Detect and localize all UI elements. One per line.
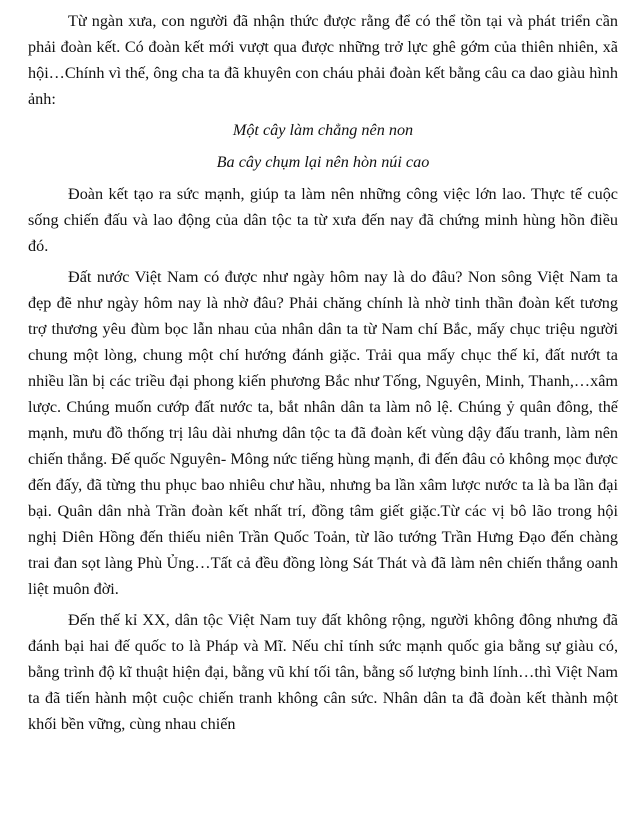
folk-verse bbox=[28, 117, 618, 175]
paragraph-strength: Đoàn kết tạo ra sức mạnh, giúp ta làm nên những công việc lớn lao. Thực tế cuộc sống chiến đấu và lao động của dân tộc ta từ xưa đến nay đã chứng minh hùng hồn điều đó. bbox=[28, 185, 618, 255]
paragraph-intro: Từ ngàn xưa, con người đã nhận thức được rằng để có thể tồn tại và phát triển cần phải đoàn kết. Có đoàn kết mới vượt qua được những trở lực ghê gớm của thiên nhiên, xã hội…Chính vì thế, ông cha ta đã khuyên con cháu phải đoàn kết bằng câu ca dao giàu hình ảnh: bbox=[28, 12, 618, 108]
paragraph-twentieth-century: Đến thế kỉ XX, dân tộc Việt Nam tuy đất không rộng, người không đông nhưng đã đánh bại hai đế quốc to là Pháp và Mĩ. Nếu chỉ tính sức mạnh quốc gia bằng sự giàu có, bằng trình độ kĩ thuật hiện đại, bằng vũ khí tối tân, bằng số lượng binh lính…thì Việt Nam ta đã tiến hành một cuộc chiến tranh không cân sức. Nhân dân ta đã đoàn kết thành một khối bền vững, cùng nhau chiến bbox=[28, 611, 618, 733]
document-page bbox=[28, 8, 618, 742]
verse-line-1: Một cây làm chẳng nên non bbox=[232, 121, 414, 139]
verse-line-2: Ba cây chụm lại nên hòn núi cao bbox=[216, 153, 430, 171]
paragraph-history: Đất nước Việt Nam có được như ngày hôm nay là do đâu? Non sông Việt Nam ta đẹp đẽ như ngày hôm nay là nhờ đâu? Phải chăng chính là nhờ tinh thần đoàn kết tương trợ thương yêu đùm bọc lẫn nhau của nhân dân ta từ Nam chí Bắc, mấy chục triệu người chung một lòng, chung một chí hướng đánh giặc. Trải qua mấy chục thế kỉ, đất nướt ta nhiều lần bị các triều đại phong kiến phương Bắc như Tống, Nguyên, Minh, Thanh,…xâm lược. Chúng muốn cướp đất nước ta, bắt nhân dân ta làm nô lệ. Chúng ỷ quân đông, thế mạnh, mưu đồ thống trị lâu dài nhưng dân tộc ta đã đoàn kết vùng dậy đấu tranh, làm nên chiến thắng. Đế quốc Nguyên- Mông nức tiếng hùng mạnh, đi đến đâu cỏ không mọc được đến đấy, đã từng thu phục bao nhiêu chư hầu, nhưng ba lần xâm lược nước ta là ba lần đại bại. Quân dân nhà Trần đoàn kết nhất trí, đồng tâm giết giặc.Từ các vị bô lão trong hội nghị Diên Hồng đến thiếu niên Trần Quốc Toản, từ lão tướng Trần Hưng Đạo đến chàng trai đan sọt làng Phù Ủng…Tất cả đều đồng lòng Sát Thát và đã làm nên chiến thắng oanh liệt muôn đời. bbox=[28, 268, 618, 598]
